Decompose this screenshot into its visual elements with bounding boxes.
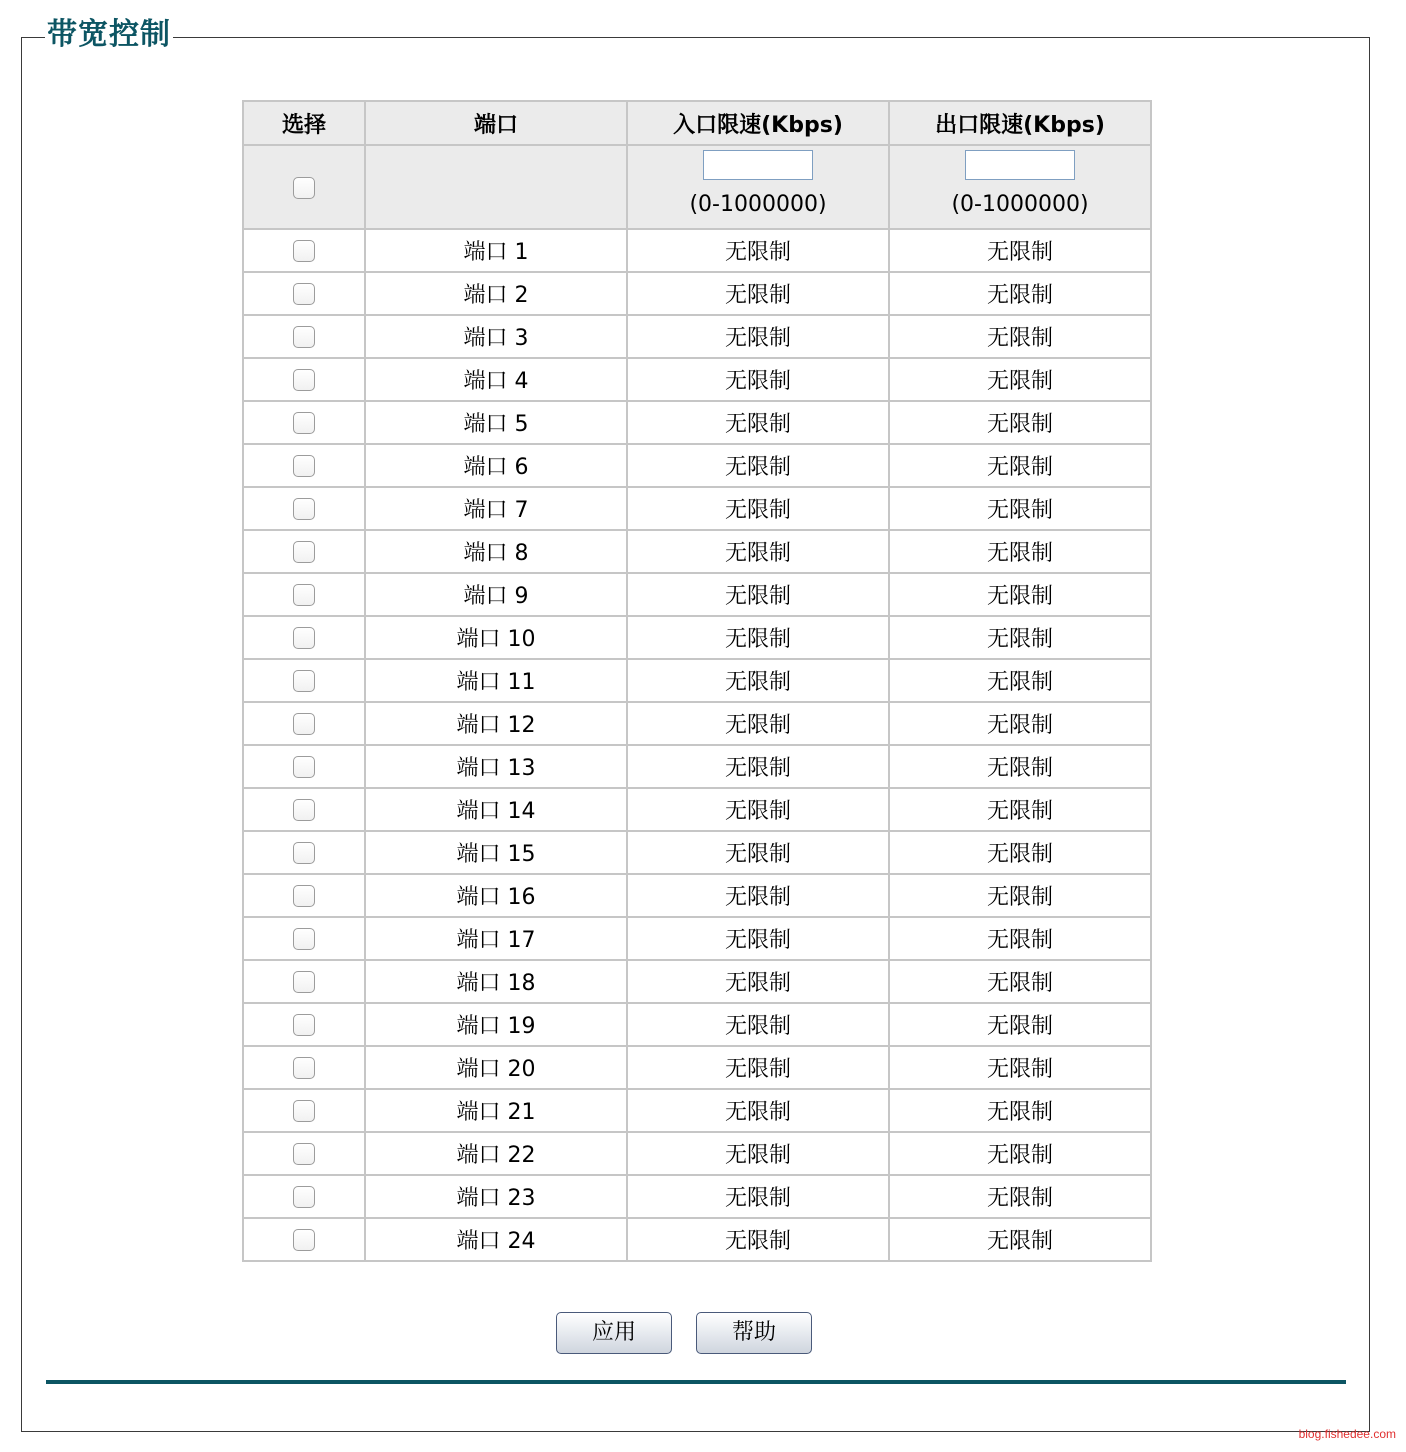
egress-rate-cell: 无限制 [889, 1046, 1151, 1089]
port-select-checkbox[interactable] [293, 412, 315, 434]
header-egress-rate: 出口限速(Kbps) [889, 101, 1151, 145]
bulk-ingress-cell [627, 145, 889, 229]
ingress-range-hint: (0-1000000) [689, 192, 827, 217]
port-name-cell: 端口 2 [365, 272, 627, 315]
port-select-checkbox[interactable] [293, 326, 315, 348]
table-row [243, 917, 1151, 960]
ingress-rate-cell: 无限制 [627, 745, 889, 788]
ingress-rate-cell: 无限制 [627, 358, 889, 401]
egress-rate-cell: 无限制 [889, 487, 1151, 530]
egress-rate-cell: 无限制 [889, 788, 1151, 831]
table-row [243, 745, 1151, 788]
egress-rate-cell: 无限制 [889, 874, 1151, 917]
select-cell [243, 745, 365, 788]
egress-rate-cell: 无限制 [889, 444, 1151, 487]
port-select-checkbox[interactable] [293, 1143, 315, 1165]
port-select-checkbox[interactable] [293, 842, 315, 864]
egress-rate-cell: 无限制 [889, 401, 1151, 444]
egress-rate-cell: 无限制 [889, 1218, 1151, 1261]
egress-rate-cell: 无限制 [889, 1003, 1151, 1046]
egress-range-hint: (0-1000000) [951, 192, 1089, 217]
bulk-port-cell [365, 145, 627, 229]
table-row [243, 831, 1151, 874]
header-select: 选择 [243, 101, 365, 145]
port-name-cell: 端口 14 [365, 788, 627, 831]
egress-rate-cell: 无限制 [889, 229, 1151, 272]
table-row [243, 1175, 1151, 1218]
table-row [243, 1132, 1151, 1175]
egress-rate-cell: 无限制 [889, 358, 1151, 401]
ingress-rate-cell: 无限制 [627, 1175, 889, 1218]
port-select-checkbox[interactable] [293, 971, 315, 993]
select-cell [243, 917, 365, 960]
ingress-rate-cell: 无限制 [627, 960, 889, 1003]
table-row [243, 444, 1151, 487]
select-cell [243, 831, 365, 874]
table-row [243, 702, 1151, 745]
select-cell [243, 1175, 365, 1218]
table-row [243, 401, 1151, 444]
egress-rate-cell: 无限制 [889, 616, 1151, 659]
table-row [243, 1046, 1151, 1089]
egress-rate-cell: 无限制 [889, 272, 1151, 315]
select-cell [243, 1218, 365, 1261]
page-title: 带宽控制 [45, 14, 173, 56]
egress-rate-cell: 无限制 [889, 917, 1151, 960]
ingress-rate-cell: 无限制 [627, 831, 889, 874]
port-select-checkbox[interactable] [293, 928, 315, 950]
select-cell [243, 358, 365, 401]
bulk-edit-row [243, 145, 1151, 229]
egress-rate-cell: 无限制 [889, 831, 1151, 874]
table-row [243, 573, 1151, 616]
bottom-divider [46, 1380, 1346, 1384]
port-name-cell: 端口 16 [365, 874, 627, 917]
ingress-rate-cell: 无限制 [627, 874, 889, 917]
table-row [243, 487, 1151, 530]
table-row [243, 616, 1151, 659]
port-name-cell: 端口 3 [365, 315, 627, 358]
ingress-rate-cell: 无限制 [627, 659, 889, 702]
ingress-rate-cell: 无限制 [627, 1089, 889, 1132]
egress-rate-cell: 无限制 [889, 745, 1151, 788]
port-select-checkbox[interactable] [293, 713, 315, 735]
ingress-rate-cell: 无限制 [627, 917, 889, 960]
ingress-rate-cell: 无限制 [627, 229, 889, 272]
port-select-checkbox[interactable] [293, 799, 315, 821]
port-select-checkbox[interactable] [293, 1229, 315, 1251]
ingress-rate-cell: 无限制 [627, 1218, 889, 1261]
table-row [243, 659, 1151, 702]
apply-button[interactable]: 应用 [556, 1312, 672, 1354]
table-row [243, 229, 1151, 272]
port-select-checkbox[interactable] [293, 885, 315, 907]
port-name-cell: 端口 17 [365, 917, 627, 960]
ingress-rate-cell: 无限制 [627, 616, 889, 659]
port-select-checkbox[interactable] [293, 541, 315, 563]
egress-rate-cell: 无限制 [889, 530, 1151, 573]
ingress-rate-cell: 无限制 [627, 530, 889, 573]
select-cell [243, 487, 365, 530]
egress-rate-cell: 无限制 [889, 1175, 1151, 1218]
port-select-checkbox[interactable] [293, 240, 315, 262]
port-select-checkbox[interactable] [293, 369, 315, 391]
egress-rate-cell: 无限制 [889, 573, 1151, 616]
select-cell [243, 315, 365, 358]
table-row [243, 315, 1151, 358]
port-name-cell: 端口 9 [365, 573, 627, 616]
port-name-cell: 端口 13 [365, 745, 627, 788]
egress-rate-cell: 无限制 [889, 960, 1151, 1003]
select-cell [243, 444, 365, 487]
port-select-checkbox[interactable] [293, 756, 315, 778]
table-row [243, 874, 1151, 917]
header-row [243, 101, 1151, 145]
table-row [243, 1089, 1151, 1132]
ingress-rate-cell: 无限制 [627, 788, 889, 831]
port-name-cell: 端口 11 [365, 659, 627, 702]
port-name-cell: 端口 4 [365, 358, 627, 401]
port-select-checkbox[interactable] [293, 498, 315, 520]
table-row [243, 788, 1151, 831]
port-name-cell: 端口 23 [365, 1175, 627, 1218]
ingress-rate-cell: 无限制 [627, 272, 889, 315]
select-cell [243, 401, 365, 444]
select-cell [243, 616, 365, 659]
action-buttons [556, 1312, 816, 1356]
select-cell [243, 874, 365, 917]
port-select-checkbox[interactable] [293, 1014, 315, 1036]
table-row [243, 530, 1151, 573]
port-name-cell: 端口 7 [365, 487, 627, 530]
port-select-checkbox[interactable] [293, 627, 315, 649]
ingress-rate-cell: 无限制 [627, 444, 889, 487]
port-name-cell: 端口 15 [365, 831, 627, 874]
port-select-checkbox[interactable] [293, 1186, 315, 1208]
ingress-rate-cell: 无限制 [627, 1132, 889, 1175]
port-name-cell: 端口 18 [365, 960, 627, 1003]
select-cell [243, 229, 365, 272]
select-cell [243, 659, 365, 702]
egress-rate-cell: 无限制 [889, 315, 1151, 358]
select-cell [243, 788, 365, 831]
port-name-cell: 端口 12 [365, 702, 627, 745]
table-row [243, 358, 1151, 401]
table-row [243, 272, 1151, 315]
port-name-cell: 端口 24 [365, 1218, 627, 1261]
select-cell [243, 573, 365, 616]
egress-rate-cell: 无限制 [889, 702, 1151, 745]
table-row [243, 960, 1151, 1003]
watermark: blog.fishedee.com [1298, 1427, 1396, 1441]
select-cell [243, 1003, 365, 1046]
ingress-rate-cell: 无限制 [627, 573, 889, 616]
port-select-checkbox[interactable] [293, 1100, 315, 1122]
egress-rate-cell: 无限制 [889, 659, 1151, 702]
table-row [243, 1218, 1151, 1261]
port-name-cell: 端口 19 [365, 1003, 627, 1046]
port-name-cell: 端口 10 [365, 616, 627, 659]
port-select-checkbox[interactable] [293, 1057, 315, 1079]
select-cell [243, 1046, 365, 1089]
select-cell [243, 272, 365, 315]
select-cell [243, 530, 365, 573]
egress-rate-input[interactable] [965, 150, 1075, 180]
port-select-checkbox[interactable] [293, 670, 315, 692]
egress-rate-cell: 无限制 [889, 1132, 1151, 1175]
port-name-cell: 端口 20 [365, 1046, 627, 1089]
select-cell [243, 1132, 365, 1175]
port-name-cell: 端口 6 [365, 444, 627, 487]
ingress-rate-cell: 无限制 [627, 1046, 889, 1089]
port-name-cell: 端口 8 [365, 530, 627, 573]
egress-rate-cell: 无限制 [889, 1089, 1151, 1132]
ingress-rate-input[interactable] [703, 150, 813, 180]
port-name-cell: 端口 5 [365, 401, 627, 444]
select-all-checkbox[interactable] [293, 177, 315, 199]
ingress-rate-cell: 无限制 [627, 702, 889, 745]
bandwidth-table [242, 100, 1152, 1262]
ingress-rate-cell: 无限制 [627, 1003, 889, 1046]
select-all-cell [243, 145, 365, 229]
select-cell [243, 960, 365, 1003]
port-select-checkbox[interactable] [293, 584, 315, 606]
port-name-cell: 端口 1 [365, 229, 627, 272]
port-select-checkbox[interactable] [293, 455, 315, 477]
select-cell [243, 1089, 365, 1132]
select-cell [243, 702, 365, 745]
port-select-checkbox[interactable] [293, 283, 315, 305]
bulk-egress-cell [889, 145, 1151, 229]
header-port: 端口 [365, 101, 627, 145]
ingress-rate-cell: 无限制 [627, 315, 889, 358]
ingress-rate-cell: 无限制 [627, 401, 889, 444]
help-button[interactable]: 帮助 [696, 1312, 812, 1354]
header-ingress-rate: 入口限速(Kbps) [627, 101, 889, 145]
port-name-cell: 端口 21 [365, 1089, 627, 1132]
table-row [243, 1003, 1151, 1046]
ingress-rate-cell: 无限制 [627, 487, 889, 530]
port-name-cell: 端口 22 [365, 1132, 627, 1175]
